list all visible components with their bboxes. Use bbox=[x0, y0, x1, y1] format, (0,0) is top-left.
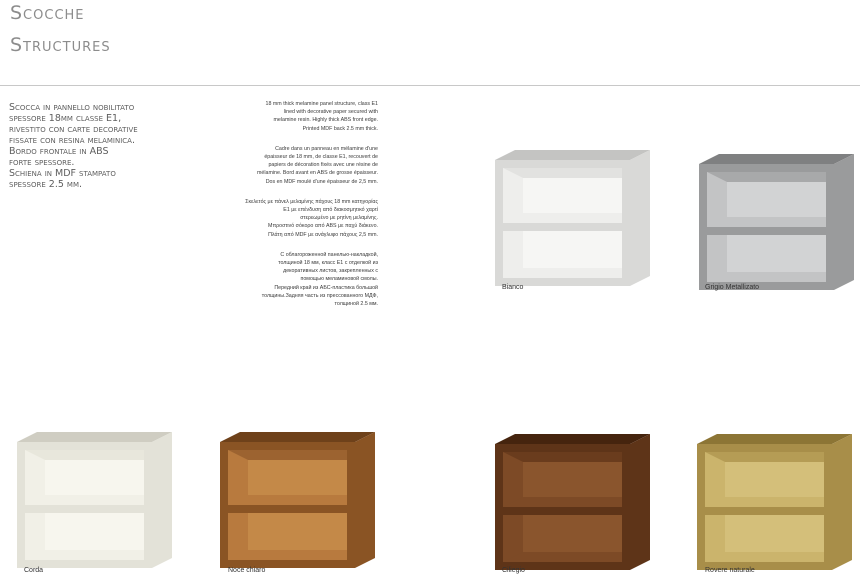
page-title: Scocche bbox=[10, 2, 85, 24]
cabinet-image-grigio-metallizato bbox=[697, 152, 857, 292]
cabinet-top bbox=[495, 434, 650, 444]
finish-label-noce-chiaro: Noce chiaro bbox=[228, 567, 266, 574]
cabinet-inner-top bbox=[705, 452, 824, 462]
page-subtitle: Structures bbox=[10, 34, 111, 56]
cabinet-shelf-top bbox=[503, 213, 622, 223]
cabinet-shelf-edge bbox=[25, 505, 144, 513]
description-french: Cadre dans un panneau en mélamine d'une épaisseur de 18 mm, de classe E1, recouvert de papiers de décoration fixés avec une résine de mélamine. Bord avant en ABS de grosse épaisseur. Dos en MDF moulé d'une épaisseur de 2,5 mm. bbox=[256, 145, 378, 185]
cabinet-shelf-edge bbox=[705, 507, 824, 515]
cabinet-top bbox=[697, 434, 852, 444]
cabinet-side bbox=[355, 432, 375, 568]
cabinet-floor bbox=[503, 268, 622, 278]
cabinet-shelf-top bbox=[25, 495, 144, 505]
cabinet-drawing bbox=[218, 430, 378, 570]
cabinet-shelf-top bbox=[503, 497, 622, 507]
header-divider bbox=[0, 85, 860, 86]
cabinet-floor bbox=[25, 550, 144, 560]
cabinet-floor bbox=[705, 552, 824, 562]
description-greek: Σκελετός με πάνελ μελαμίνης πάχους 18 mm κατηγορίας E1 με επένδυση από διακοσμητικό χαρτί στερεωμένο με ρητίνη μελαμίνης. Μπροστινό σόκορο από ABS με παχύ διάκενο. Πλάτη από MDF με ανάγλυφο πάχους 2,5 mm. bbox=[245, 198, 378, 238]
cabinet-top bbox=[220, 432, 375, 442]
cabinet-inner-top bbox=[228, 450, 347, 460]
cabinet-floor bbox=[228, 550, 347, 560]
cabinet-drawing bbox=[493, 432, 653, 572]
cabinet-side bbox=[832, 434, 852, 570]
description-italian: Scocca in pannello nobilitato spessore 18mm classe E1, rivestito con carte decorative fissate con resina melaminica. Bordo frontale in ABS forte spessore. Schiena in MDF stampato spessore 2.5 mm. bbox=[9, 102, 138, 190]
description-russian: С облагороженной панелью-накладкой, толщиной 18 мм, класс E1 с отделкой из декоративных листов, закрепленных с помощью меламиновой смолы. Передний край из АБС-пластика большой толщины.Задняя часть из прессованного МДФ, толщиной 2.5 мм. bbox=[261, 251, 378, 308]
cabinet-image-noce-chiaro bbox=[218, 430, 378, 570]
finish-label-grigio-metallizato: Grigio Metallizato bbox=[705, 284, 760, 291]
cabinet-inner-top bbox=[707, 172, 826, 182]
cabinet-inner-top bbox=[503, 168, 622, 178]
cabinet-inner-top bbox=[503, 452, 622, 462]
cabinet-shelf-edge bbox=[228, 505, 347, 513]
cabinet-top bbox=[495, 150, 650, 160]
cabinet-image-bianco bbox=[493, 148, 653, 288]
cabinet-side bbox=[834, 154, 854, 290]
finish-label-rovere-naturale: Rovere naturale bbox=[705, 567, 755, 574]
cabinet-shelf-top bbox=[705, 497, 824, 507]
multilingual-description bbox=[238, 100, 378, 320]
cabinet-top bbox=[699, 154, 854, 164]
cabinet-floor bbox=[707, 272, 826, 282]
cabinet-shelf-edge bbox=[503, 507, 622, 515]
cabinet-drawing bbox=[493, 148, 653, 288]
cabinet-inner-top bbox=[25, 450, 144, 460]
cabinet-top bbox=[17, 432, 172, 442]
finish-label-corda: Corda bbox=[24, 567, 44, 574]
finish-label-ciliegio: Ciliegio bbox=[502, 567, 525, 574]
cabinet-shelf-edge bbox=[707, 227, 826, 235]
cabinet-shelf-top bbox=[707, 217, 826, 227]
cabinet-side bbox=[630, 434, 650, 570]
description-english: 18 mm thick melamine panel structure, class E1 lined with decorative paper secured with melamine resin. Highly thick ABS front edge. Printed MDF back 2.5 mm thick. bbox=[265, 101, 378, 132]
cabinet-drawing bbox=[695, 432, 855, 572]
finish-label-bianco: Bianco bbox=[502, 284, 524, 291]
cabinet-floor bbox=[503, 552, 622, 562]
cabinet-drawing bbox=[697, 152, 857, 292]
cabinet-image-corda bbox=[15, 430, 175, 570]
cabinet-drawing bbox=[15, 430, 175, 570]
cabinet-side bbox=[152, 432, 172, 568]
cabinet-shelf-edge bbox=[503, 223, 622, 231]
cabinet-side bbox=[630, 150, 650, 286]
cabinet-shelf-top bbox=[228, 495, 347, 505]
cabinet-image-ciliegio bbox=[493, 432, 653, 572]
cabinet-image-rovere-naturale bbox=[695, 432, 855, 572]
